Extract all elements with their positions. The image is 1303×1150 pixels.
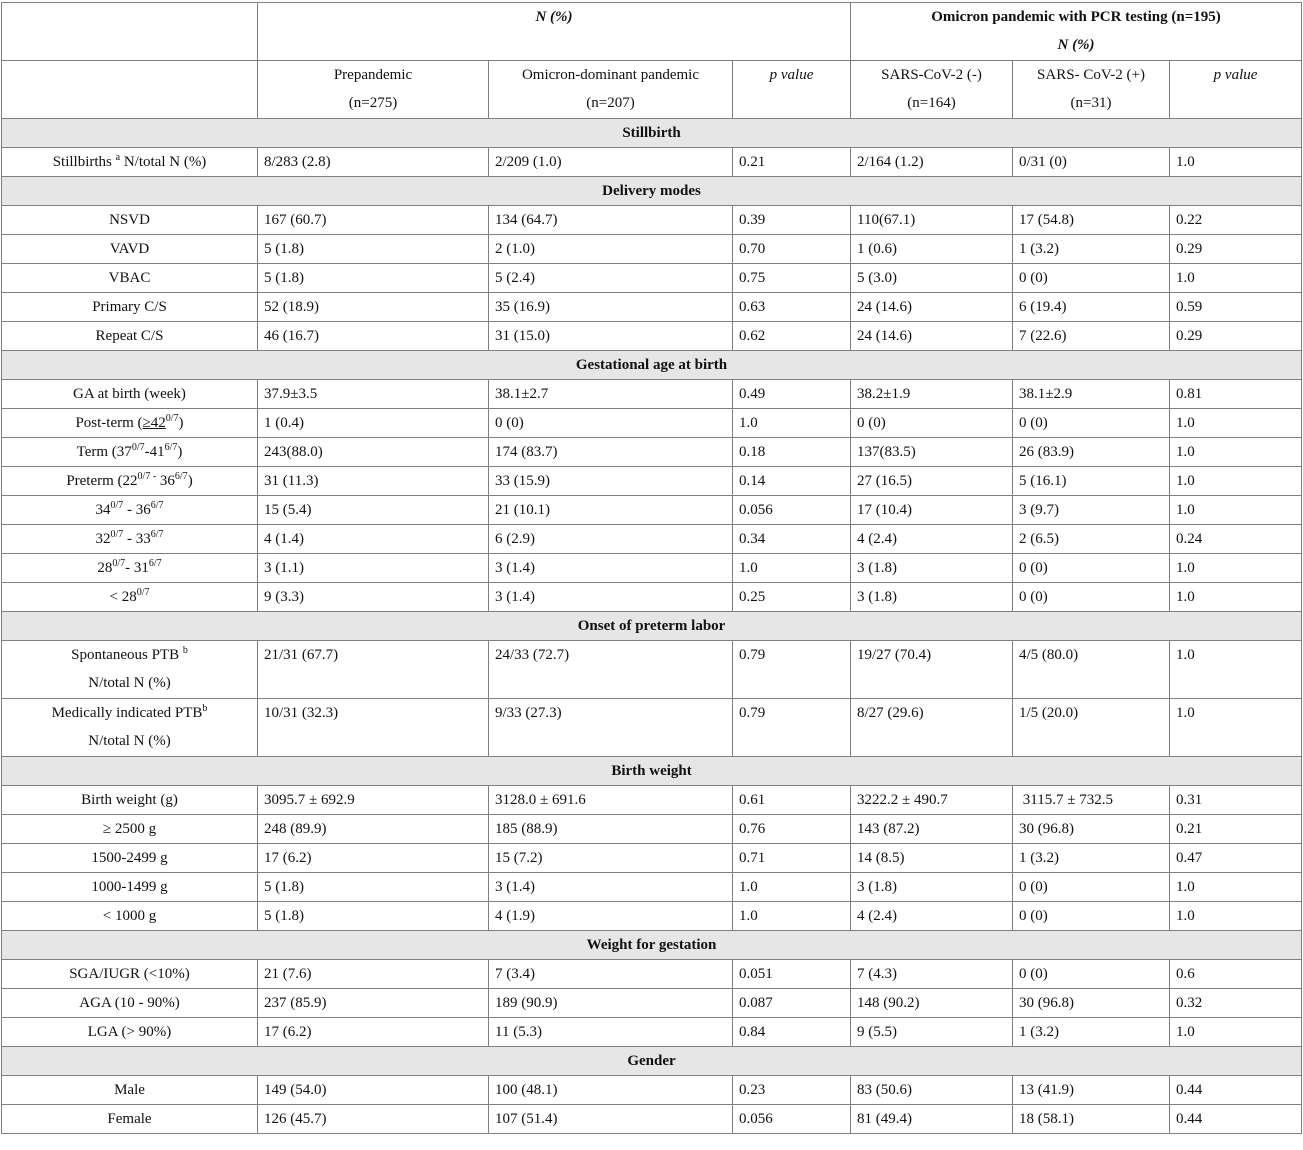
cell: 0.44: [1170, 1105, 1302, 1134]
row-label: $32^{0/7} - 33^{6/7}$: [2, 525, 258, 554]
table-row: [2, 641, 1302, 699]
cell: 137(83.5): [851, 438, 1013, 467]
col-sars-neg-header: SARS-CoV-2 (-) (n=164): [851, 61, 1013, 119]
table-row: [2, 467, 1302, 496]
row-label: $34^{0/7} - 36^{6/7}$: [2, 496, 258, 525]
cell: 0.21: [733, 148, 851, 177]
cell: 5 (1.8): [258, 873, 489, 902]
cell: 0.6: [1170, 960, 1302, 989]
cell: 21 (10.1): [489, 496, 733, 525]
cell: 3222.2 ± 490.7: [851, 786, 1013, 815]
table-row: [2, 1105, 1302, 1134]
group2-title: Omicron pandemic with PCR testing (n=195): [931, 9, 1221, 25]
cell: 0.22: [1170, 206, 1302, 235]
cell: 1.0: [1170, 264, 1302, 293]
cell: 1/5 (20.0): [1013, 699, 1170, 757]
cell: 0.84: [733, 1018, 851, 1047]
cell: 0.49: [733, 380, 851, 409]
cell: 1.0: [1170, 496, 1302, 525]
cell: 2 (6.5): [1013, 525, 1170, 554]
col-omicron-header: Omicron-dominant pandemic (n=207): [489, 61, 733, 119]
cell: 0.44: [1170, 1076, 1302, 1105]
row-label: VBAC: [2, 264, 258, 293]
table-row: [2, 206, 1302, 235]
cell: 0.61: [733, 786, 851, 815]
cell: 3 (1.1): [258, 554, 489, 583]
cell: 0 (0): [1013, 583, 1170, 612]
cell: 0.81: [1170, 380, 1302, 409]
cell: 3 (1.4): [489, 554, 733, 583]
cell: 0.23: [733, 1076, 851, 1105]
cell: 237 (85.9): [258, 989, 489, 1018]
col-sars-pos-header: SARS- CoV-2 (+) (n=31): [1013, 61, 1170, 119]
cell: 5 (2.4): [489, 264, 733, 293]
cell: 0.79: [733, 641, 851, 699]
section-row-gender: [2, 1047, 1302, 1076]
cell: 31 (15.0): [489, 322, 733, 351]
cell: 0.24: [1170, 525, 1302, 554]
cell: 31 (11.3): [258, 467, 489, 496]
cell: 1.0: [1170, 699, 1302, 757]
cell: 7 (22.6): [1013, 322, 1170, 351]
section-heading: Delivery modes: [2, 177, 1302, 206]
table-row: [2, 699, 1302, 757]
row-label: Female: [2, 1105, 258, 1134]
table-row: [2, 960, 1302, 989]
cell: 143 (87.2): [851, 815, 1013, 844]
cell: 0.63: [733, 293, 851, 322]
cell: 0.29: [1170, 322, 1302, 351]
cell: 0.087: [733, 989, 851, 1018]
cell: 1.0: [1170, 583, 1302, 612]
row-label: ≥ 2500 g: [2, 815, 258, 844]
cell: 110(67.1): [851, 206, 1013, 235]
row-label: Spontaneous PTB $^b$ N/total N (%): [2, 641, 258, 699]
cell: 17 (54.8): [1013, 206, 1170, 235]
row-label: Preterm ($22^{0/7 -}$ $36^{6/7}$): [2, 467, 258, 496]
col-p-value-2-header: p value: [1170, 61, 1302, 119]
cell: 15 (7.2): [489, 844, 733, 873]
cell: 174 (83.7): [489, 438, 733, 467]
cell: 19/27 (70.4): [851, 641, 1013, 699]
cell: 24 (14.6): [851, 293, 1013, 322]
outcomes-table: [1, 2, 1302, 1134]
cell: 13 (41.9): [1013, 1076, 1170, 1105]
table-row: [2, 496, 1302, 525]
cell: 4 (1.4): [258, 525, 489, 554]
cell: 0 (0): [1013, 409, 1170, 438]
section-row-weight-for-gestation: [2, 931, 1302, 960]
cell: 100 (48.1): [489, 1076, 733, 1105]
table-row: [2, 264, 1302, 293]
cell: 4/5 (80.0): [1013, 641, 1170, 699]
table-row: [2, 989, 1302, 1018]
cell: 0.34: [733, 525, 851, 554]
row-label: Primary C/S: [2, 293, 258, 322]
cell: 6 (2.9): [489, 525, 733, 554]
cell: 38.1±2.9: [1013, 380, 1170, 409]
cell: 1.0: [733, 554, 851, 583]
cell: 81 (49.4): [851, 1105, 1013, 1134]
cell: 1.0: [733, 902, 851, 931]
cell: 0.79: [733, 699, 851, 757]
cell: 18 (58.1): [1013, 1105, 1170, 1134]
table-row: [2, 409, 1302, 438]
cell: 189 (90.9): [489, 989, 733, 1018]
cell: 7 (4.3): [851, 960, 1013, 989]
row-label: GA at birth (week): [2, 380, 258, 409]
cell: 0.32: [1170, 989, 1302, 1018]
cell: 3 (1.4): [489, 873, 733, 902]
header-row-columns: [2, 61, 1302, 119]
cell: 1 (0.4): [258, 409, 489, 438]
table-row: [2, 293, 1302, 322]
cell: 5 (16.1): [1013, 467, 1170, 496]
cell: 185 (88.9): [489, 815, 733, 844]
cell: 0.47: [1170, 844, 1302, 873]
section-row-gestational-age: [2, 351, 1302, 380]
cell: 0 (0): [489, 409, 733, 438]
cell: 0 (0): [1013, 902, 1170, 931]
cell: 30 (96.8): [1013, 815, 1170, 844]
row-label: Medically indicated PTB$^b$ N/total N (%): [2, 699, 258, 757]
cell: 0.14: [733, 467, 851, 496]
section-row-birth-weight: [2, 757, 1302, 786]
cell: 2/164 (1.2): [851, 148, 1013, 177]
section-heading: Stillbirth: [2, 119, 1302, 148]
row-label: SGA/IUGR (<10%): [2, 960, 258, 989]
row-label: Birth weight (g): [2, 786, 258, 815]
cell: 1 (3.2): [1013, 1018, 1170, 1047]
row-label: NSVD: [2, 206, 258, 235]
cell: 0.18: [733, 438, 851, 467]
cell: 1 (0.6): [851, 235, 1013, 264]
cell: 17 (6.2): [258, 1018, 489, 1047]
col-prepandemic-header: Prepandemic (n=275): [258, 61, 489, 119]
cell: 1 (3.2): [1013, 844, 1170, 873]
section-heading: Onset of preterm labor: [2, 612, 1302, 641]
cell: 52 (18.9): [258, 293, 489, 322]
group2-subtitle: N (%): [1057, 37, 1095, 53]
table-row: [2, 235, 1302, 264]
cell: 0.056: [733, 1105, 851, 1134]
row-label: $28^{0/7}-$ $31^{6/7}$: [2, 554, 258, 583]
table-row: [2, 1076, 1302, 1105]
cell: 0.71: [733, 844, 851, 873]
cell: 0.056: [733, 496, 851, 525]
cell: 21/31 (67.7): [258, 641, 489, 699]
cell: 0.29: [1170, 235, 1302, 264]
cell: 15 (5.4): [258, 496, 489, 525]
cell: 1.0: [1170, 641, 1302, 699]
cell: 9/33 (27.3): [489, 699, 733, 757]
row-label: Post-term $(\ge 42^{0/7})$: [2, 409, 258, 438]
cell: 17 (6.2): [258, 844, 489, 873]
cell: 10/31 (32.3): [258, 699, 489, 757]
cell: 0.21: [1170, 815, 1302, 844]
cell: 5 (1.8): [258, 902, 489, 931]
row-label: Stillbirths $^a$ N/total N (%): [2, 148, 258, 177]
cell: 24 (14.6): [851, 322, 1013, 351]
header-empty-cell: [2, 61, 258, 119]
group2-header: [851, 3, 1302, 61]
section-heading: Weight for gestation: [2, 931, 1302, 960]
row-label: 1000-1499 g: [2, 873, 258, 902]
table-row: [2, 1018, 1302, 1047]
cell: 3 (1.8): [851, 873, 1013, 902]
section-heading: Birth weight: [2, 757, 1302, 786]
cell: 3 (1.8): [851, 583, 1013, 612]
cell: 27 (16.5): [851, 467, 1013, 496]
section-row-stillbirth: [2, 119, 1302, 148]
table-row: [2, 583, 1302, 612]
table-row: [2, 148, 1302, 177]
cell: 4 (1.9): [489, 902, 733, 931]
cell: 9 (5.5): [851, 1018, 1013, 1047]
cell: 0.75: [733, 264, 851, 293]
cell: 8/283 (2.8): [258, 148, 489, 177]
cell: 1.0: [733, 873, 851, 902]
table-row: [2, 902, 1302, 931]
table-row: [2, 554, 1302, 583]
cell: 8/27 (29.6): [851, 699, 1013, 757]
cell: 0.76: [733, 815, 851, 844]
cell: 0.70: [733, 235, 851, 264]
cell: 3 (9.7): [1013, 496, 1170, 525]
row-label: 1500-2499 g: [2, 844, 258, 873]
cell: 83 (50.6): [851, 1076, 1013, 1105]
cell: 35 (16.9): [489, 293, 733, 322]
cell: 0.62: [733, 322, 851, 351]
row-label: < 1000 g: [2, 902, 258, 931]
cell: 1.0: [1170, 873, 1302, 902]
cell: 1.0: [733, 409, 851, 438]
header-row-groups: [2, 3, 1302, 61]
row-label: AGA (10 - 90%): [2, 989, 258, 1018]
cell: 149 (54.0): [258, 1076, 489, 1105]
cell: 126 (45.7): [258, 1105, 489, 1134]
group1-title: N (%): [535, 9, 573, 25]
table-row: [2, 380, 1302, 409]
cell: 148 (90.2): [851, 989, 1013, 1018]
header-empty-cell: [2, 3, 258, 61]
cell: 0 (0): [1013, 264, 1170, 293]
table-row: [2, 844, 1302, 873]
cell: 0.051: [733, 960, 851, 989]
table-row: [2, 438, 1302, 467]
cell: 9 (3.3): [258, 583, 489, 612]
row-label: Repeat C/S: [2, 322, 258, 351]
cell: 33 (15.9): [489, 467, 733, 496]
row-label: VAVD: [2, 235, 258, 264]
cell: 0 (0): [1013, 554, 1170, 583]
cell: 243(88.0): [258, 438, 489, 467]
cell: 21 (7.6): [258, 960, 489, 989]
cell: 11 (5.3): [489, 1018, 733, 1047]
cell: 1.0: [1170, 438, 1302, 467]
cell: 37.9±3.5: [258, 380, 489, 409]
cell: 5 (1.8): [258, 264, 489, 293]
cell: 0 (0): [1013, 873, 1170, 902]
cell: 3115.7 ± 732.5: [1013, 786, 1170, 815]
col-p-value-1-header: p value: [733, 61, 851, 119]
cell: 3 (1.8): [851, 554, 1013, 583]
cell: 2 (1.0): [489, 235, 733, 264]
cell: 1.0: [1170, 148, 1302, 177]
cell: 1.0: [1170, 902, 1302, 931]
cell: 0.25: [733, 583, 851, 612]
cell: 30 (96.8): [1013, 989, 1170, 1018]
section-row-onset: [2, 612, 1302, 641]
cell: 7 (3.4): [489, 960, 733, 989]
cell: 3 (1.4): [489, 583, 733, 612]
cell: 3128.0 ± 691.6: [489, 786, 733, 815]
cell: 6 (19.4): [1013, 293, 1170, 322]
table-row: [2, 786, 1302, 815]
cell: 0 (0): [1013, 960, 1170, 989]
cell: 0.59: [1170, 293, 1302, 322]
cell: 0.31: [1170, 786, 1302, 815]
row-label: Term $(37^{0/7}-41^{6/7})$: [2, 438, 258, 467]
cell: 26 (83.9): [1013, 438, 1170, 467]
row-label: LGA (> 90%): [2, 1018, 258, 1047]
cell: 1.0: [1170, 554, 1302, 583]
table-row: [2, 525, 1302, 554]
section-row-delivery: [2, 177, 1302, 206]
row-label: < $28^{0/7}$: [2, 583, 258, 612]
cell: 0.39: [733, 206, 851, 235]
cell: 1 (3.2): [1013, 235, 1170, 264]
cell: 46 (16.7): [258, 322, 489, 351]
cell: 4 (2.4): [851, 525, 1013, 554]
cell: 4 (2.4): [851, 902, 1013, 931]
row-label: Male: [2, 1076, 258, 1105]
cell: 38.2±1.9: [851, 380, 1013, 409]
cell: 24/33 (72.7): [489, 641, 733, 699]
table-row: [2, 815, 1302, 844]
table-row: [2, 322, 1302, 351]
section-heading: Gestational age at birth: [2, 351, 1302, 380]
cell: 17 (10.4): [851, 496, 1013, 525]
cell: 5 (3.0): [851, 264, 1013, 293]
cell: 1.0: [1170, 467, 1302, 496]
cell: 2/209 (1.0): [489, 148, 733, 177]
cell: 0/31 (0): [1013, 148, 1170, 177]
cell: 167 (60.7): [258, 206, 489, 235]
cell: 0 (0): [851, 409, 1013, 438]
cell: 38.1±2.7: [489, 380, 733, 409]
cell: 107 (51.4): [489, 1105, 733, 1134]
cell: 14 (8.5): [851, 844, 1013, 873]
cell: 248 (89.9): [258, 815, 489, 844]
cell: 3095.7 ± 692.9: [258, 786, 489, 815]
cell: 5 (1.8): [258, 235, 489, 264]
cell: 1.0: [1170, 409, 1302, 438]
section-heading: Gender: [2, 1047, 1302, 1076]
cell: 1.0: [1170, 1018, 1302, 1047]
table-row: [2, 873, 1302, 902]
group1-header: [258, 3, 851, 61]
cell: 134 (64.7): [489, 206, 733, 235]
